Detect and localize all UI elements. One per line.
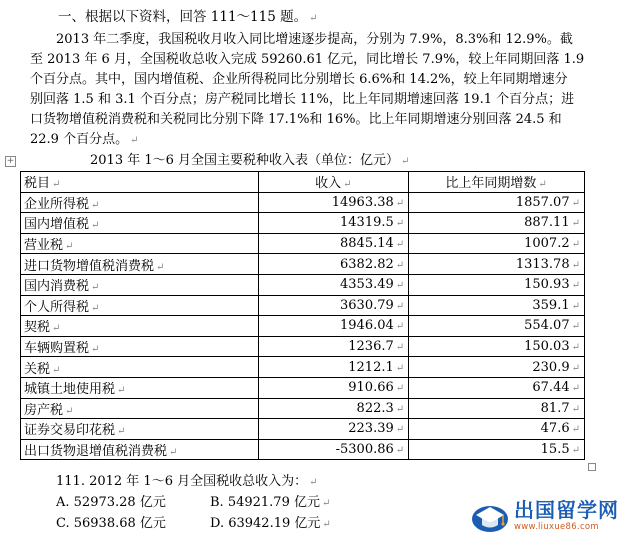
paragraph-line: 至 2013 年 6 月，全国税收总收入完成 59260.61 亿元，同比增长 7.9%，较上年同期回落 1.9 [30,52,585,67]
table-row [21,192,585,213]
table-header-row [21,172,585,193]
table-row [21,316,585,337]
table-row [21,233,585,254]
table-row [21,377,585,398]
watermark-logo [470,494,633,536]
table-row [21,439,585,460]
option-c: C. 56938.68 亿元 [56,516,166,531]
table-row [21,295,585,316]
cell-tax-item: 出口货物退增值税消费税 ↵ [21,439,259,460]
table-title: 2013 年 1～6 月全国主要税种收入表（单位：亿元） ↵ [90,153,410,168]
column-header-revenue: 收入 ↵ [259,172,409,193]
cell-revenue: 3630.79 ↵ [259,295,409,316]
cell-increase: 359.1 ↵ [409,295,585,316]
cell-tax-item: 营业税 ↵ [21,233,259,254]
option-b: B. 54921.79 亿元 ↵ [210,495,331,510]
cell-revenue: -5300.86 ↵ [259,439,409,460]
cell-increase: 1007.2 ↵ [409,233,585,254]
paragraph-line: 个百分点。其中，国内增值税、企业所得税同比分别增长 6.6%和 14.2%，较上年同期增速分 [30,72,568,87]
table-move-handle-icon[interactable]: + [6,156,15,166]
option-a: A. 52973.28 亿元 [56,495,166,510]
cell-tax-item: 国内消费税 ↵ [21,274,259,295]
paragraph-line: 22.9 个百分点。 ↵ [30,132,139,147]
cell-tax-item: 企业所得税 ↵ [21,192,259,213]
cell-tax-item: 房产税 ↵ [21,398,259,419]
graduation-cap-icon [470,495,510,535]
table-row [21,419,585,440]
cell-tax-item: 城镇土地使用税 ↵ [21,377,259,398]
table-row [21,336,585,357]
cell-increase: 81.7 ↵ [409,398,585,419]
cell-tax-item: 国内增值税 ↵ [21,213,259,234]
cell-revenue: 1946.04 ↵ [259,316,409,337]
cell-revenue: 14319.5 ↵ [259,213,409,234]
cell-revenue: 822.3 ↵ [259,398,409,419]
table-resize-handle[interactable] [588,463,596,471]
table-row [21,254,585,275]
cell-revenue: 1212.1 ↵ [259,357,409,378]
table-row [21,357,585,378]
cell-increase: 230.9 ↵ [409,357,585,378]
cell-increase: 150.93 ↵ [409,274,585,295]
cell-increase: 554.07 ↵ [409,316,585,337]
cell-increase: 150.03 ↵ [409,336,585,357]
cell-tax-item: 证券交易印花税 ↵ [21,419,259,440]
paragraph-line: 口货物增值税消费税和关税同比分别下降 17.1%和 16%。比上年同期增速分别回落 24.5 和 [30,112,562,127]
cell-increase: 887.11 ↵ [409,213,585,234]
cell-tax-item: 个人所得税 ↵ [21,295,259,316]
cell-revenue: 4353.49 ↵ [259,274,409,295]
paragraph-line: 别回落 1.5 和 3.1 个百分点；房产税同比增长 11%，比上年同期增速回落 19.1 个百分点；进 [30,92,575,107]
watermark-url: www.liuxue86.com [514,522,619,533]
tax-revenue-table [20,171,585,460]
cell-revenue: 910.66 ↵ [259,377,409,398]
cell-revenue: 223.39 ↵ [259,419,409,440]
cell-revenue: 8845.14 ↵ [259,233,409,254]
column-header-increase: 比上年同期增数 ↵ [409,172,585,193]
cell-increase: 15.5 ↵ [409,439,585,460]
watermark-site-name: 出国留学网 [514,497,619,522]
table-row [21,274,585,295]
table-row [21,398,585,419]
table-row [21,213,585,234]
question-111: 111. 2012 年 1～6 月全国税收总收入为： ↵ [56,474,318,489]
cell-revenue: 1236.7 ↵ [259,336,409,357]
cell-increase: 1857.07 ↵ [409,192,585,213]
paragraph-line: 2013 年二季度，我国税收月收入同比增速逐步提高，分别为 7.9%，8.3%和 12.9%。截 [56,32,573,47]
cell-tax-item: 车辆购置税 ↵ [21,336,259,357]
cell-tax-item: 关税 ↵ [21,357,259,378]
section-heading: 一、根据以下资料，回答 111～115 题。 ↵ [58,9,318,25]
cell-tax-item: 进口货物增值税消费税 ↵ [21,254,259,275]
option-d: D. 63942.19 亿元 ↵ [210,516,331,531]
intro-paragraph [30,30,586,151]
cell-increase: 67.44 ↵ [409,377,585,398]
cell-revenue: 14963.38 ↵ [259,192,409,213]
cell-revenue: 6382.82 ↵ [259,254,409,275]
column-header-tax-item: 税目 ↵ [21,172,259,193]
cell-increase: 1313.78 ↵ [409,254,585,275]
cell-increase: 47.6 ↵ [409,419,585,440]
cell-tax-item: 契税 ↵ [21,316,259,337]
